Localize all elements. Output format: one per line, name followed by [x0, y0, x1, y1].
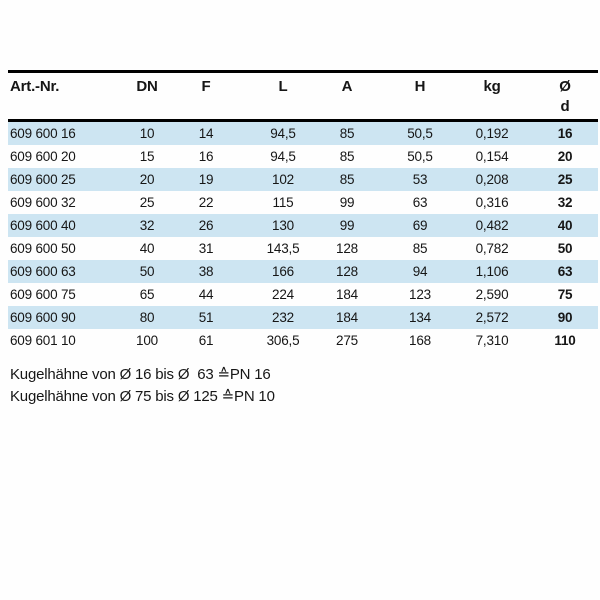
table-cell-art: 609 600 16 [10, 126, 76, 141]
table-cell-art: 609 600 40 [10, 218, 76, 233]
table-cell-od: 16 [557, 126, 573, 141]
table-cell-art: 609 600 32 [10, 195, 76, 210]
table-cell-od: 63 [557, 264, 573, 279]
table-cell-dn: 65 [139, 287, 155, 302]
table-cell-dn: 20 [139, 172, 155, 187]
column-header-dn: DN [136, 78, 158, 95]
table-cell-dn: 10 [139, 126, 155, 141]
table-cell-h: 53 [412, 172, 428, 187]
column-header-h: H [414, 78, 426, 95]
table-cell-art: 609 601 10 [10, 333, 76, 348]
table-cell-l: 224 [272, 287, 294, 302]
table-cell-a: 85 [339, 172, 355, 187]
table-cell-kg: 0,208 [475, 172, 509, 187]
footnote-pn16: Kugelhähne von Ø 16 bis Ø 63 ≙PN 16 [10, 366, 271, 383]
table-row [8, 168, 598, 191]
table-cell-f: 44 [198, 287, 214, 302]
table-cell-a: 85 [339, 149, 355, 164]
table-cell-f: 16 [198, 149, 214, 164]
table-cell-dn: 80 [139, 310, 155, 325]
table-row [8, 145, 598, 168]
table-cell-art: 609 600 75 [10, 287, 76, 302]
table-row [8, 306, 598, 329]
table-cell-h: 168 [409, 333, 431, 348]
table-cell-a: 128 [336, 241, 358, 256]
table-cell-l: 166 [272, 264, 294, 279]
table-cell-kg: 0,154 [475, 149, 509, 164]
table-cell-a: 99 [339, 195, 355, 210]
table-cell-od: 90 [557, 310, 573, 325]
table-cell-kg: 0,316 [475, 195, 509, 210]
table-row [8, 283, 598, 306]
table-row [8, 214, 598, 237]
table-header-row [8, 73, 598, 119]
column-header-kg: kg [483, 78, 501, 95]
table-cell-kg: 0,782 [475, 241, 509, 256]
table-cell-f: 14 [198, 126, 214, 141]
table-cell-a: 184 [336, 287, 358, 302]
table-row [8, 191, 598, 214]
table-cell-f: 19 [198, 172, 214, 187]
table-cell-od: 25 [557, 172, 573, 187]
table-cell-dn: 32 [139, 218, 155, 233]
table-cell-dn: 50 [139, 264, 155, 279]
table-cell-od: 110 [554, 333, 576, 348]
table-cell-a: 85 [339, 126, 355, 141]
table-cell-od: 32 [557, 195, 573, 210]
table-cell-f: 31 [198, 241, 214, 256]
table-cell-h: 50,5 [407, 149, 433, 164]
footnote-pn10: Kugelhähne von Ø 75 bis Ø 125 ≙PN 10 [10, 387, 275, 405]
table-cell-h: 50,5 [407, 126, 433, 141]
table-cell-od: 40 [557, 218, 573, 233]
table-cell-h: 123 [409, 287, 431, 302]
table-cell-kg: 7,310 [475, 333, 509, 348]
column-header-l: L [278, 78, 288, 95]
table-cell-f: 26 [198, 218, 214, 233]
table-cell-f: 51 [198, 310, 214, 325]
table-cell-dn: 100 [136, 333, 158, 348]
footnotes [10, 364, 275, 407]
table-cell-a: 275 [336, 333, 358, 348]
table-cell-f: 22 [198, 195, 214, 210]
table-cell-h: 94 [412, 264, 428, 279]
table-cell-l: 232 [272, 310, 294, 325]
column-header-f: F [201, 78, 211, 95]
column-header-od-line2: d [560, 98, 570, 115]
table-cell-h: 69 [412, 218, 428, 233]
table-cell-art: 609 600 50 [10, 241, 76, 256]
table-cell-dn: 15 [139, 149, 155, 164]
table-cell-l: 94,5 [270, 126, 296, 141]
table-cell-a: 128 [336, 264, 358, 279]
table-cell-l: 130 [272, 218, 294, 233]
table-cell-kg: 0,482 [475, 218, 509, 233]
table-cell-kg: 2,590 [475, 287, 509, 302]
table-cell-dn: 25 [139, 195, 155, 210]
table-cell-kg: 0,192 [475, 126, 509, 141]
table-cell-l: 115 [272, 195, 294, 210]
table-cell-l: 306,5 [266, 333, 300, 348]
dimension-table [8, 70, 598, 352]
column-header-art: Art.-Nr. [10, 78, 60, 95]
table-cell-art: 609 600 90 [10, 310, 76, 325]
table-cell-h: 85 [412, 241, 428, 256]
table-cell-kg: 2,572 [475, 310, 509, 325]
table-cell-kg: 1,106 [475, 264, 509, 279]
table-cell-od: 20 [557, 149, 573, 164]
table-cell-l: 143,5 [266, 241, 300, 256]
table-cell-dn: 40 [139, 241, 155, 256]
table-cell-h: 63 [412, 195, 428, 210]
table-cell-art: 609 600 20 [10, 149, 76, 164]
table-cell-od: 50 [557, 241, 573, 256]
table-cell-od: 75 [557, 287, 573, 302]
table-row [8, 329, 598, 352]
table-row [8, 237, 598, 260]
table-cell-a: 184 [336, 310, 358, 325]
table-cell-art: 609 600 25 [10, 172, 76, 187]
table-cell-f: 38 [198, 264, 214, 279]
table-cell-l: 102 [272, 172, 294, 187]
table-cell-art: 609 600 63 [10, 264, 76, 279]
table-cell-h: 134 [409, 310, 431, 325]
column-header-a: A [341, 78, 353, 95]
table-cell-a: 99 [339, 218, 355, 233]
column-header-od: Ø d [512, 73, 598, 119]
table-cell-l: 94,5 [270, 149, 296, 164]
table-row [8, 260, 598, 283]
table-row [8, 122, 598, 145]
table-body [8, 122, 598, 352]
table-cell-f: 61 [198, 333, 214, 348]
